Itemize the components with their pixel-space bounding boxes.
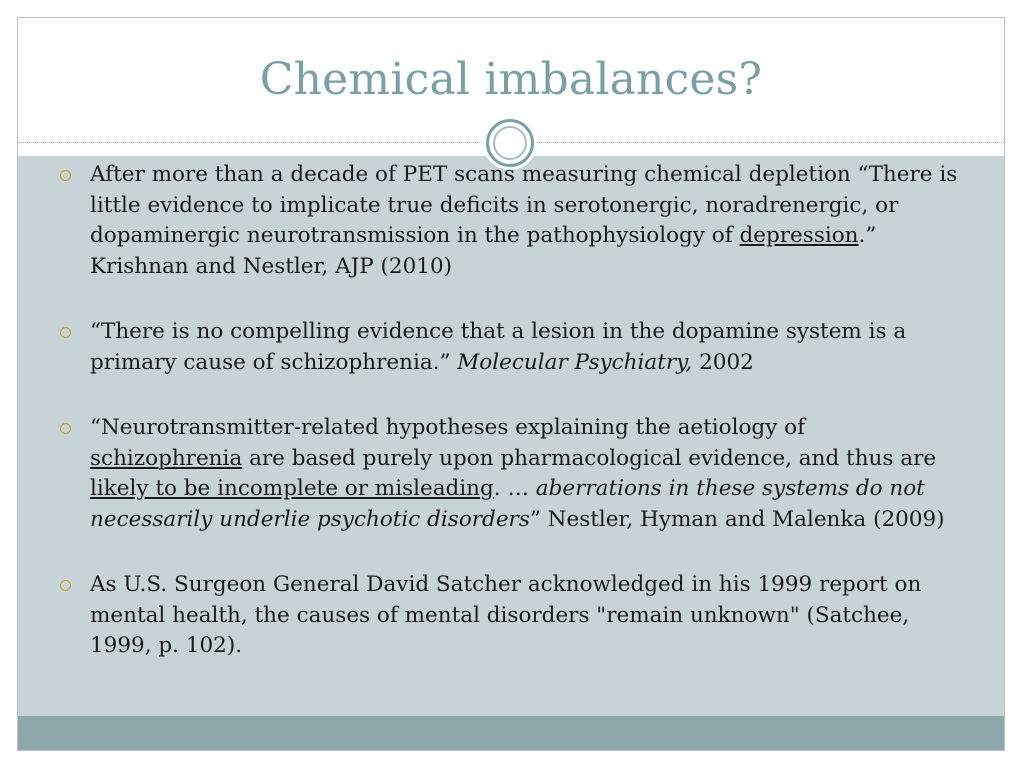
bullet-text: “Neurotransmitter-related hypotheses explaining the aetiology of <box>90 415 806 440</box>
footer-band <box>18 716 1004 751</box>
hollow-circle-bullet-icon <box>60 327 71 338</box>
bullet-text-underlined: likely to be incomplete or misleading <box>90 476 494 501</box>
slide-title: Chemical imbalances? <box>259 54 763 105</box>
bullet-text: are based purely upon pharmacological evidence, and thus are <box>242 445 937 471</box>
bullet-text: . … <box>493 476 536 501</box>
bullet-text-underlined: depression <box>739 223 859 248</box>
bullet-text-italic: Molecular Psychiatry, <box>457 349 693 375</box>
bullet-item <box>60 570 960 662</box>
bullet-item <box>60 413 960 535</box>
bullet-text-underlined: schizophrenia <box>90 445 243 471</box>
bullet-item <box>60 317 960 378</box>
bullet-text-italic: aberrations in these systems do not necessarily underlie psychotic disorders <box>90 476 925 532</box>
bullet-text: “There is no compelling evidence that a lesion in the dopamine system is a primary cause of schizophrenia.” <box>90 319 907 375</box>
bullet-text: .” Krishnan and Nestler, AJP (2010) <box>90 223 877 279</box>
bullet-list <box>60 160 960 697</box>
bullet-text: After more than a decade of PET scans measuring chemical depletion “There is little evidence to implicate true deficits in serotonergic, noradrenergic, or dopaminergic neurotransmission in the pathophysiology of <box>90 162 958 248</box>
bullet-text: 2002 <box>692 349 754 375</box>
bullet-item <box>60 160 960 282</box>
inner-ring <box>493 126 527 160</box>
hollow-circle-bullet-icon <box>60 580 71 591</box>
hollow-circle-bullet-icon <box>60 170 71 181</box>
hollow-circle-bullet-icon <box>60 423 71 434</box>
bullet-text: ” Nestler, Hyman and Malenka (2009) <box>529 506 945 532</box>
bullet-text: As U.S. Surgeon General David Satcher acknowledged in his 1999 report on mental health, the causes of mental disorders "remain unknown" (Satchee, 1999, p. 102). <box>90 572 922 658</box>
